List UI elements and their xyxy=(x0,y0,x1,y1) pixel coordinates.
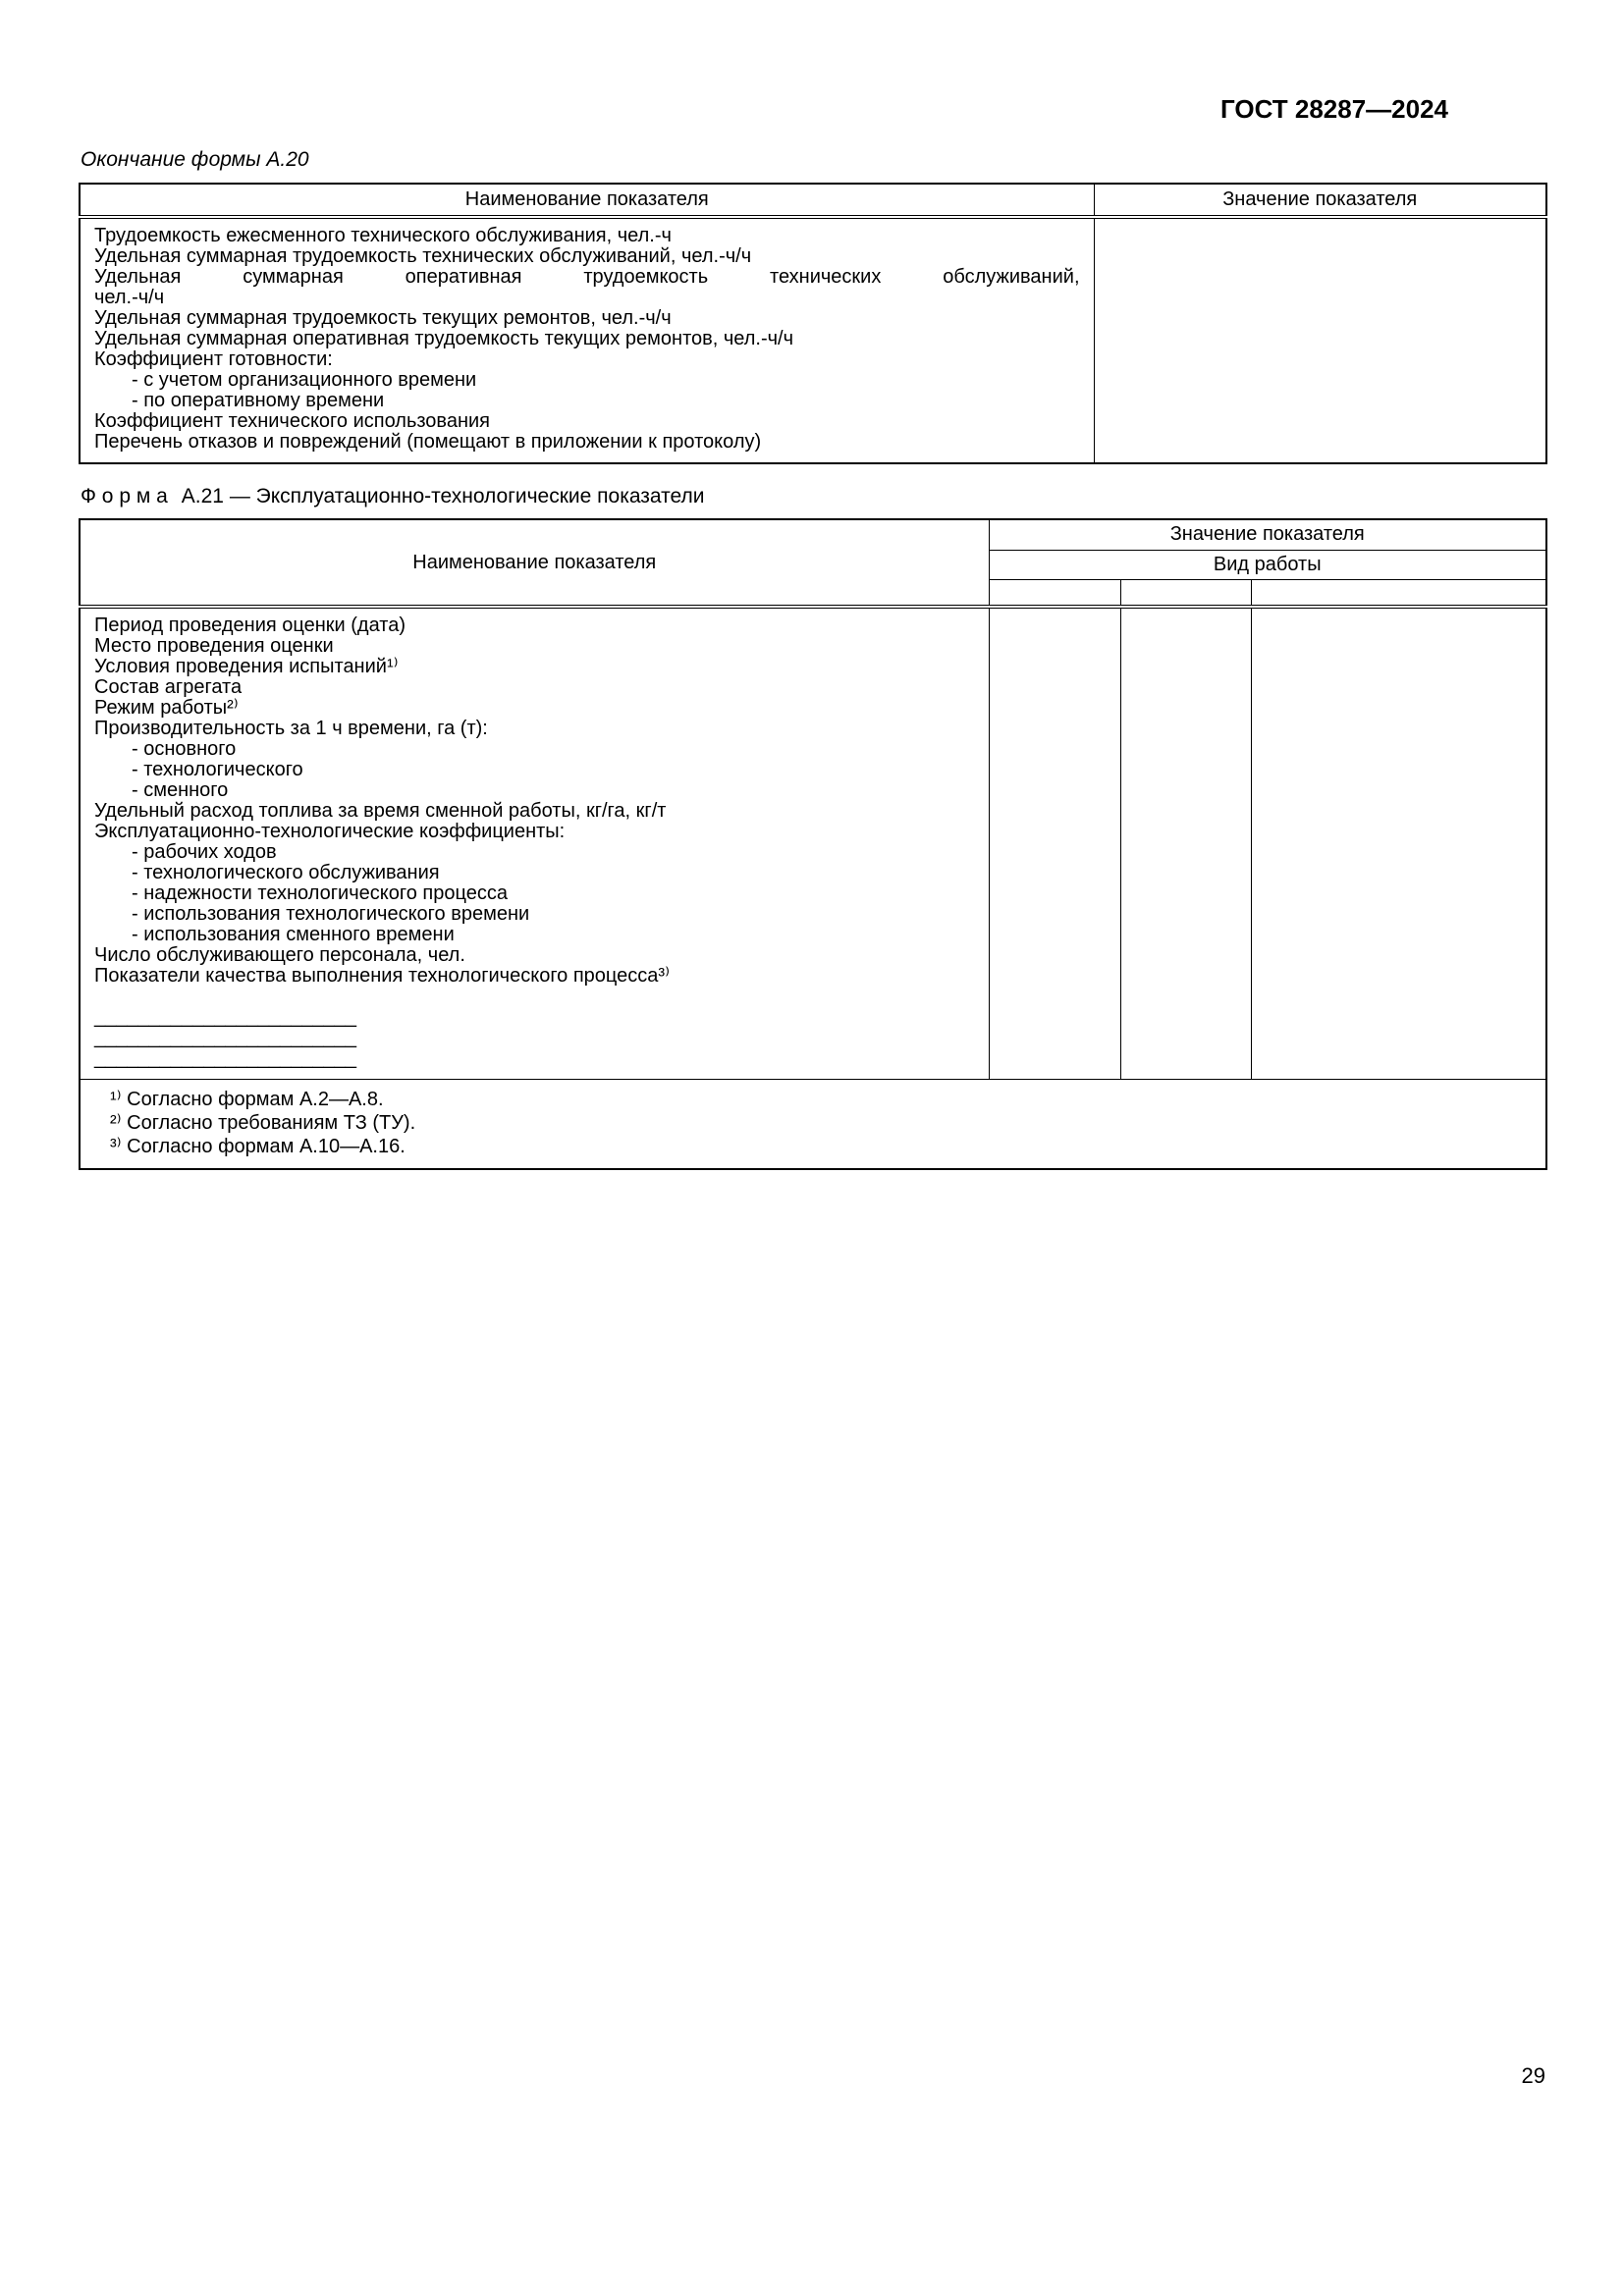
indicator-values-cell xyxy=(1094,217,1546,463)
form-a20-caption: Окончание формы А.20 xyxy=(81,148,309,171)
indicator-subrow: - технологического обслуживания xyxy=(132,863,440,883)
indicator-subrow: - рабочих ходов xyxy=(132,842,277,863)
indicator-row: Показатели качества выполнения технологического процесса³⁾ xyxy=(94,966,670,987)
value-cell-2 xyxy=(1120,607,1251,1080)
col-header-work-type: Вид работы xyxy=(989,550,1546,579)
indicator-row: Перечень отказов и повреждений (помещают в приложении к протоколу) xyxy=(94,432,762,453)
indicator-subrow: - по оперативному времени xyxy=(132,391,385,411)
indicator-subrow: - использования технологического времени xyxy=(132,904,530,925)
table-a21 xyxy=(79,518,1547,1170)
indicator-row: Удельная суммарная трудоемкость текущих ремонтов, чел.-ч/ч xyxy=(94,308,672,329)
table-a20-container xyxy=(79,183,1547,464)
indicator-lines xyxy=(81,219,1094,462)
col-header-indicator-name: Наименование показателя xyxy=(80,519,989,607)
indicator-row: Коэффициент технического использования xyxy=(94,411,490,432)
col-header-indicator-value: Значение показателя xyxy=(1094,184,1546,217)
indicator-lines xyxy=(81,609,989,1079)
footnote-2: ²⁾ Согласно требованиям ТЗ (ТУ). xyxy=(110,1112,416,1134)
indicator-row: Состав агрегата xyxy=(94,677,243,698)
footnote-3: ³⁾ Согласно формам А.10—А.16. xyxy=(110,1136,406,1157)
indicator-row: Эксплуатационно-технологические коэффициенты: xyxy=(94,822,566,842)
footnote-1: ¹⁾ Согласно формам А.2—А.8. xyxy=(110,1089,384,1110)
indicator-row: Число обслуживающего персонала, чел. xyxy=(94,945,465,966)
form-a21-title-text: А.21 — Эксплуатационно-технологические показатели xyxy=(181,485,705,507)
indicator-subrow: - использования сменного времени xyxy=(132,925,455,945)
indicator-row: чел.-ч/ч xyxy=(94,288,165,308)
indicator-subrow: - с учетом организационного времени xyxy=(132,370,477,391)
indicator-row: Трудоемкость ежесменного технического обслуживания, чел.-ч xyxy=(94,226,672,246)
indicator-names-cell xyxy=(80,217,1094,463)
indicator-row: Производительность за 1 ч времени, га (т): xyxy=(94,719,488,739)
table-a21-footnote-row xyxy=(80,1080,1546,1170)
col-header-indicator-name: Наименование показателя xyxy=(80,184,1094,217)
indicator-row: Коэффициент готовности: xyxy=(94,349,333,370)
table-a21-header-row-1 xyxy=(80,519,1546,550)
indicator-row: Удельный расход топлива за время сменной работы, кг/га, кг/т xyxy=(94,801,667,822)
indicator-subrow: - основного xyxy=(132,739,237,760)
indicator-row: Место проведения оценки xyxy=(94,636,334,657)
indicator-names-cell xyxy=(80,607,989,1080)
indicator-subrow: - технологического xyxy=(132,760,303,780)
work-type-cell-2 xyxy=(1120,579,1251,607)
table-a20-body-row xyxy=(80,217,1546,463)
value-cell-1 xyxy=(989,607,1120,1080)
table-a20 xyxy=(79,183,1547,464)
indicator-row: Удельная суммарная оперативная трудоемкость технических обслуживаний, xyxy=(94,267,1080,288)
value-cell-3 xyxy=(1251,607,1546,1080)
fill-in-line: ________________________ xyxy=(94,1047,356,1069)
footnotes-cell xyxy=(80,1080,1546,1170)
work-type-cell-3 xyxy=(1251,579,1546,607)
table-a21-container xyxy=(79,518,1547,1170)
table-a20-header-row xyxy=(80,184,1546,217)
indicator-subrow: - сменного xyxy=(132,780,229,801)
form-a21-title xyxy=(81,485,705,508)
indicator-subrow: - надежности технологического процесса xyxy=(132,883,508,904)
work-type-cell-1 xyxy=(989,579,1120,607)
page-number: 29 xyxy=(1521,2063,1545,2088)
indicator-row: Удельная суммарная оперативная трудоемкость текущих ремонтов, чел.-ч/ч xyxy=(94,329,794,349)
doc-number: ГОСТ 28287—2024 xyxy=(1220,94,1448,124)
table-a21-body-row xyxy=(80,607,1546,1080)
fill-in-line: ________________________ xyxy=(94,1027,356,1048)
indicator-row: Режим работы²⁾ xyxy=(94,698,239,719)
form-a21-label: Ф о р м а xyxy=(81,485,168,507)
indicator-row: Удельная суммарная трудоемкость технических обслуживаний, чел.-ч/ч xyxy=(94,246,752,267)
fill-in-line: ________________________ xyxy=(94,1006,356,1028)
indicator-row: Период проведения оценки (дата) xyxy=(94,615,406,636)
indicator-row: Условия проведения испытаний¹⁾ xyxy=(94,657,399,677)
col-header-indicator-value: Значение показателя xyxy=(989,519,1546,550)
